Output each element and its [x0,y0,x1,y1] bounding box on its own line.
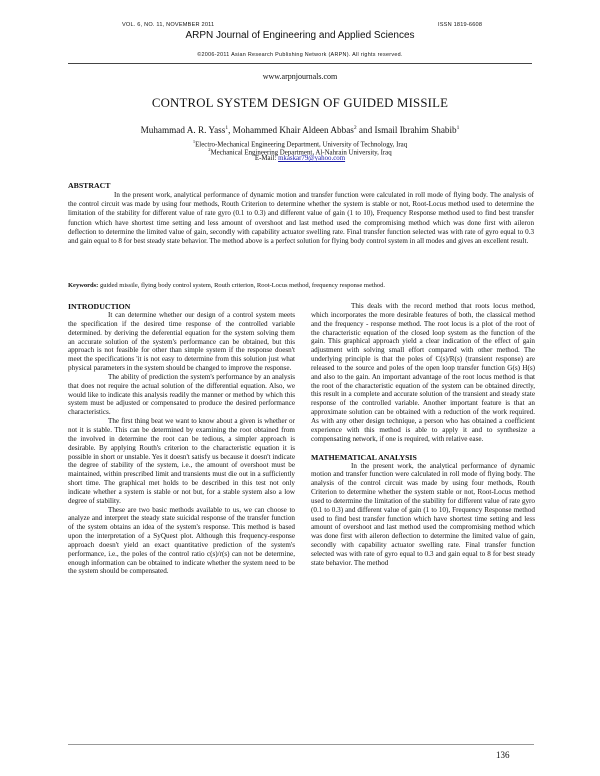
author-affil-mark: 1 [225,125,229,131]
paper-title: CONTROL SYSTEM DESIGN OF GUIDED MISSILE [151,96,449,110]
volume-info: VOL. 6, NO. 11, NOVEMBER 2011 [122,22,215,28]
body-paragraph: It can determine whether our design of a control system meets the specification if the desired time response of the controlled variable determined. by deriving the deferential equation for the system solving them an accurate solution of the system's performance can be obtained, but this approach is not feasible for other than simple system if the response doesn't meet the specifications 'it is not easy to determine from this solution just what physical parameters in the system should be changed to improve the response. [68,311,295,373]
body-paragraph: This deals with the record method that roots locus method, which incorporates the more desirable features of both, the classical method and the frequency - response method. The root locus is a plot of the root of the characteristic equation of the closed loop system as the function of the gain. This graphical approach yield a clear indication of the effect of gain adjustment with solving small effort compared with other method. The underlying principle is that the poles of C(s)/R(s) (transient response) are released to the source and poles of the open loop transfer function G(s) H(s) and also to the gain. An important advantage of the root locus method is that the root of the characteristic equation of the system can be obtained directly, this result in a complete and accurate solution of the transient and steady state response of the controlled variable. Another important feature is that an approximate solution can be obtained with a reduction of the work required. As with any other design technique, a person who has obtained a coefficient experience with this method is able to apply it and to synthesize a compensating network, if one is required, with relative ease. [311,302,535,443]
body-paragraph: These are two basic methods available to us, we can choose to analyze and interpret the steady state suicidal response of the transfer function of the system obtains an idea of the system's response. This method is based upon the interpretation of a SyQuest plot. Although this frequency-response approach doesn't yield an exact quantitative prediction of the system's performance, i.e., the poles of the control ratio c(s)/r(s) can not be determine, enough information can be obtained to indicate whether the system need to be the system should be compensated. [68,505,295,576]
author-affil-mark: 2 [353,125,357,131]
keywords-text: guided missile, flying body control system, Routh criterion, Root-Locus method, frequency response method. [99,282,386,289]
math-analysis-heading: MATHEMATICAL ANALYSIS [311,452,417,462]
copyright-notice: ©2006-2011 Asian Research Publishing Network (ARPN). All rights reserved. [197,52,403,58]
email-line [0,155,600,163]
author-separator: , [228,125,233,136]
introduction-heading: INTRODUCTION [68,302,131,311]
author-name: Mohammed Khair Aldeen Abbas [232,125,354,136]
footer-divider [68,744,534,745]
author-name: Ismail Ibrahim Shabib [374,125,457,136]
abstract-text: In the present work, analytical performance of dynamic motion and transfer function were calculated in roll mode of flying body. The analysis of the control circuit was made by using four methods, Routh Criterion to determine whether the system is stable or not, Root-Locus method used to determine the limitation of the stability for different value of rate gyro (0.1 to 0.3) and different value of gain (1 to 10), Frequency Response method used to find best transfer function which have shortest time setting and less amount of overshoot and last method used the compromising method which was done first with aileron deflection to determine the limited value of gain, secondly with capability actuator swelling rate. Final transfer function selected was with rate of gyro equal to 0.3 and gain equal to 8 for best steady state behavior. The method above is a perfect solution for flying body control system in all modes and gives an excellent result. [68,191,534,246]
journal-website: www.arpnjournals.com [262,72,338,81]
right-column [311,302,535,568]
email-label: E-Mail: [254,155,279,162]
email-link[interactable]: mkaskar79@yahoo.com [278,155,346,162]
header-divider [68,63,532,64]
left-column [68,302,295,576]
keywords [68,282,534,290]
affil-mark: 1 [192,139,196,144]
author-list [0,125,600,135]
journal-name: ARPN Journal of Engineering and Applied Sciences [185,30,415,41]
body-paragraph: The ability of prediction the system's performance by an analysis that does not require the actual solution of the differential equation. Also, we would like to indicate this analysis readily the manner or method by which this system must be adjusted or compensated to produce the desired performance characteristics. [68,372,295,417]
affil-text: Electro-Mechanical Engineering Department, University of Technology, Iraq [195,141,408,149]
affil-mark: 2 [208,147,211,152]
body-paragraph: In the present work, the analytical performance of dynamic motion and transfer function were calculated in roll mode of flying body. The analysis of the control circuit was made by using four methods, Routh Criterion to determine whether the system stable or not, Root-Locus method used to determine the limitation of the stability for different value of rate gyro (0.1 to 0.3) and different value of gain (1 to 10), Frequency Response method used to find best transfer function which have shortest time setting and less amount of overshoot and last method used the compromising method which was done first with aileron deflection to determine the limited value of gain, secondly with capability actuator swelling rate. Final transfer function selected was with rate of gyro equal to 0.3 and gain equal to 8 for best steady state behavior. The method [311,461,535,567]
page-number: 136 [496,750,510,760]
author-affil-mark: 1 [456,125,460,131]
author-separator: and [356,125,375,136]
affil-text: Mechanical Engineering Department, Al-Nahrain University, Iraq [210,149,392,157]
abstract-heading: ABSTRACT [68,181,111,190]
body-paragraph: The first thing beat we want to know about a given is whether or not it is stable. This can be determined by examining the root obtained from the involved in determine the root can be tedious, a simpler approach is desirable. By applying Routh's criterion to the characteristic equation it is possible in short or unstable. Yes it doesn't satisfy us because it doesn't indicate the degree of stability of the system, i.e., the amount of overshoot must be maintained, within prescribed limit and transients must die out in a sufficiently short time. The graphical met holds to be described in this test not only indicate whether a system is stable or not but, for a stable system also a low degree of stability. [68,417,295,505]
keywords-label: Keywords: [68,282,99,289]
issn: ISSN 1819-6608 [438,22,483,28]
author-name: Muhammad A. R. Yass [140,125,226,136]
